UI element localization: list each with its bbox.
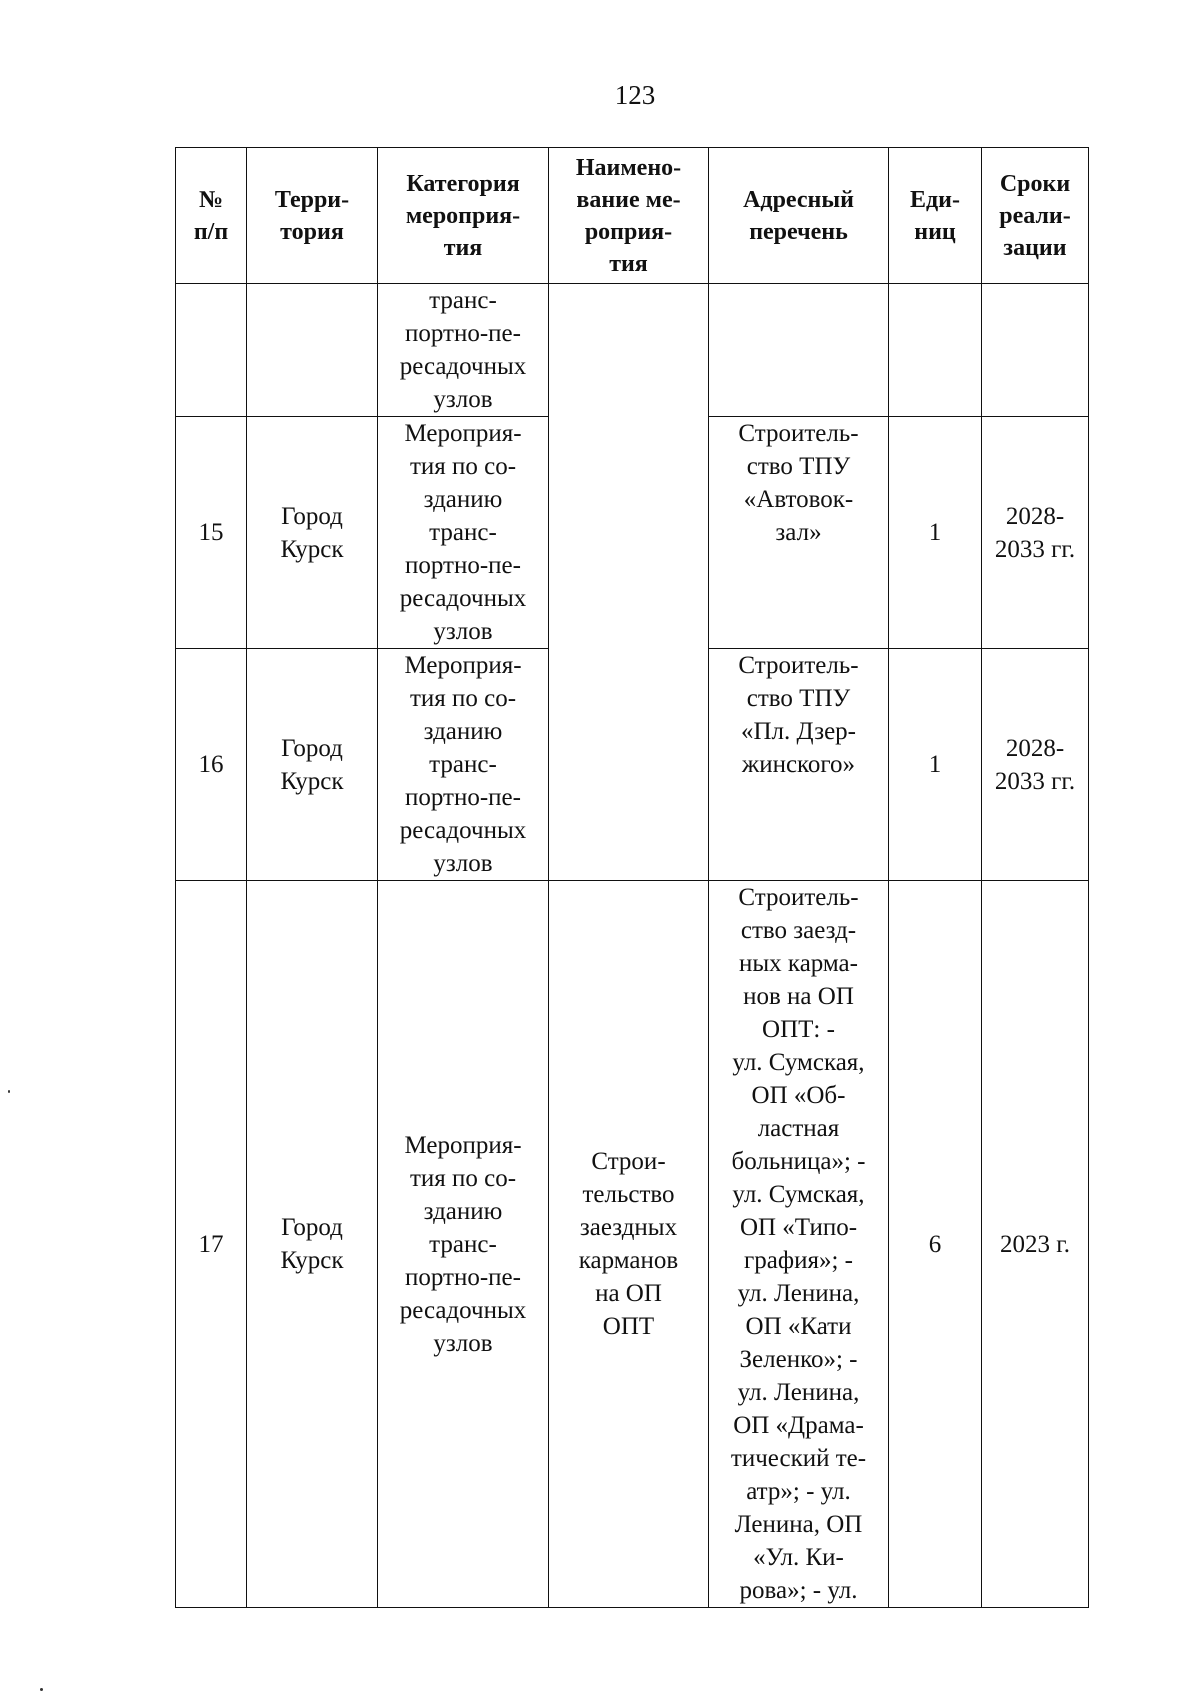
measures-table (175, 147, 1089, 1608)
cell-num: 16 (176, 649, 247, 881)
cell-address: Строитель- ство ТПУ «Пл. Дзер- жинского» (709, 649, 889, 881)
cell-name: Строи- тельство заездных карманов на ОП ОПТ (549, 881, 709, 1608)
scan-speck (8, 1090, 10, 1093)
cell-category: Мероприя- тия по со- зданию транс- портно-пе- ресадочных узлов (378, 417, 549, 649)
cell-terms: 2028- 2033 гг. (982, 417, 1089, 649)
page-number: 123 (614, 80, 656, 110)
header-territory: Терри- тория (247, 148, 378, 284)
table-header-row (176, 148, 1089, 284)
scan-speck (40, 1688, 43, 1691)
cell-territory: Город Курск (247, 417, 378, 649)
cell-name-merged (549, 284, 709, 881)
cell-address (709, 284, 889, 417)
cell-units: 6 (889, 881, 982, 1608)
cell-territory: Город Курск (247, 649, 378, 881)
cell-terms: 2023 г. (982, 881, 1089, 1608)
table-row (176, 881, 1089, 1608)
cell-terms (982, 284, 1089, 417)
cell-num: 15 (176, 417, 247, 649)
header-name: Наимено- вание ме- роприя- тия (549, 148, 709, 284)
cell-category: транс- портно-пе- ресадочных узлов (378, 284, 549, 417)
header-units: Еди- ниц (889, 148, 982, 284)
cell-territory (247, 284, 378, 417)
cell-territory: Город Курск (247, 881, 378, 1608)
header-terms: Сроки реали- зации (982, 148, 1089, 284)
cell-category: Мероприя- тия по со- зданию транс- портно-пе- ресадочных узлов (378, 881, 549, 1608)
cell-units: 1 (889, 649, 982, 881)
cell-units (889, 284, 982, 417)
cell-num: 17 (176, 881, 247, 1608)
cell-units: 1 (889, 417, 982, 649)
table-row-continuation (176, 284, 1089, 417)
cell-terms: 2028- 2033 гг. (982, 649, 1089, 881)
header-address: Адресный перечень (709, 148, 889, 284)
cell-category: Мероприя- тия по со- зданию транс- портно-пе- ресадочных узлов (378, 649, 549, 881)
header-num: № п/п (176, 148, 247, 284)
cell-num (176, 284, 247, 417)
header-category: Категория мероприя- тия (378, 148, 549, 284)
cell-address: Строитель- ство ТПУ «Автовок- зал» (709, 417, 889, 649)
cell-address: Строитель- ство заезд- ных карма- нов на ОП ОПТ: - ул. Сумская, ОП «Об- ластная больница»; - ул. Сумская, ОП «Типо- графия»; - ул. Ленина, ОП «Кати Зеленко»; - ул. Ленина, ОП «Драма- тический те- атр»; - ул. Ленина, ОП «Ул. Ки- рова»; - ул. (709, 881, 889, 1608)
